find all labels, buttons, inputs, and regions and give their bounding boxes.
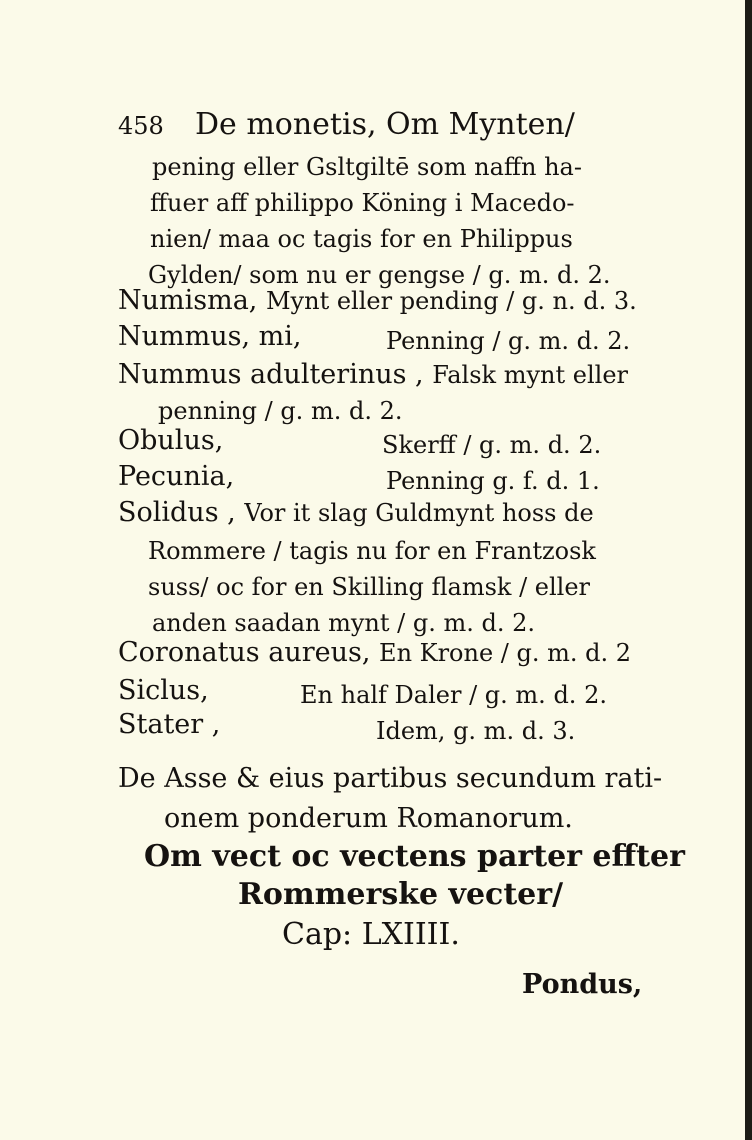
section-latin-title: De Asse & eius partibus secundum rati- [118,763,663,794]
entry-nummus [118,320,301,354]
catchword: Pondus, [522,969,643,1000]
entry-nummus-adulterinus [118,358,628,392]
entry-term: Coronatus aureus, [118,637,371,668]
running-title: De monetis, Om Mynten/ [195,107,575,142]
text-line: nien/ maa oc tagis for en Philippus [150,225,573,253]
entry-coronatus [118,636,631,670]
page-number: 458 [118,112,164,140]
section-danish-title-cont: Rommerske vecter/ [238,877,564,912]
entry-gloss-continued: penning / g. m. d. 2. [158,397,403,425]
entry-gloss: Idem, g. m. d. 3. [376,717,576,745]
entry-gloss: En Krone / g. m. d. 2 [379,639,632,667]
text-line: Gylden/ som nu er gengse / g. m. d. 2. [148,261,611,289]
text-line: ffuer aff philippo Köning i Macedo- [150,189,575,217]
entry-term: Pecunia, [118,461,235,492]
page-header [118,108,575,143]
text-line: pening eller Gsltgiltē som naffn ha- [152,153,582,181]
entry-gloss: Vor it slag Guldmynt hoss de [244,499,594,527]
entry-gloss-continued: anden saadan mynt / g. m. d. 2. [152,609,536,637]
entry-solidus [118,496,594,530]
entry-term: Stater , [118,709,221,740]
page-edge [745,0,752,1140]
section-danish-title: Om vect oc vectens parter effter [144,839,685,874]
entry-term: Siclus, [118,675,209,706]
entry-numisma [118,284,637,318]
entry-gloss-continued: suss/ oc for en Skilling flamsk / eller [148,573,591,601]
chapter-heading: Cap: LXIIII. [282,917,460,952]
entry-term: Numisma, [118,285,258,316]
entry-gloss: Skerff / g. m. d. 2. [382,431,602,459]
section-latin-title-cont: onem ponderum Romanorum. [164,803,573,834]
entry-gloss: En half Daler / g. m. d. 2. [300,681,607,709]
entry-term: Obulus, [118,425,224,456]
entry-term: Nummus, mi, [118,321,302,352]
entry-gloss: Falsk mynt eller [432,361,628,389]
entry-gloss: Mynt eller pending / g. n. d. 3. [265,287,637,315]
entry-gloss-continued: Rommere / tagis nu for en Frantzosk [148,537,596,565]
entry-gloss: Penning / g. m. d. 2. [386,327,631,355]
entry-term: Solidus , [118,497,236,528]
entry-gloss: Penning g. f. d. 1. [386,467,600,495]
entry-term: Nummus adulterinus , [118,359,424,390]
